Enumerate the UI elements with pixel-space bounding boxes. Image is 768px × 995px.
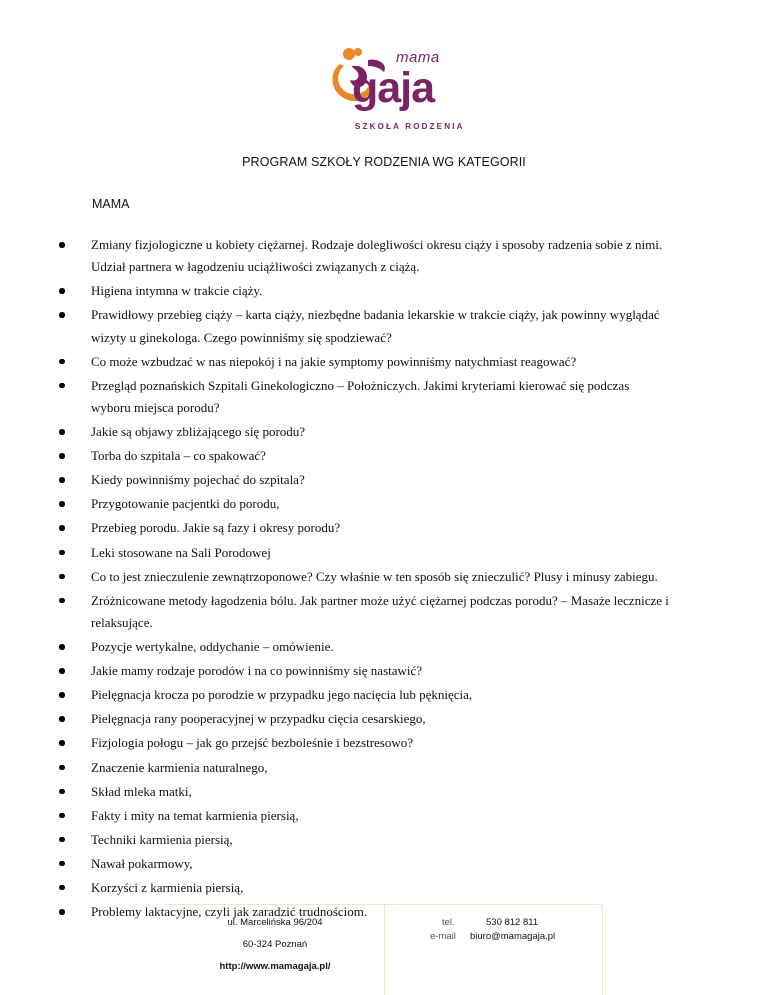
list-item [0,469,768,491]
footer-email-label: e-mail [430,931,456,942]
list-item-text: Zmiany fizjologiczne u kobiety ciężarnej. Rodzaje dolegliwości okresu ciąży i sposoby radzenia sobie z nimi. Udział partnera w łagodzeniu uciążliwości związanych z ciążą. [91,237,663,275]
list-item [0,829,768,851]
bullet-icon [59,383,65,389]
footer-email-link[interactable]: biuro@mamagaja.pl [470,931,556,942]
bullet-icon [59,837,65,843]
bullet-icon [59,668,65,674]
bullet-icon [59,789,65,795]
list-item-text: Problemy laktacyjne, czyli jak zaradzić trudnościom. [91,904,368,920]
list-item [0,590,768,634]
list-item-text: Nawał pokarmowy, [91,855,193,871]
list-item [0,853,768,875]
list-item [0,421,768,443]
footer-tel-label: tel. [442,917,455,928]
footer-street: ul. Marcelińska 96/204 [227,917,323,928]
bullet-icon [59,909,65,915]
logo [318,42,465,134]
list-item [0,708,768,730]
bullet-icon [59,477,65,483]
list-item-text: Przebieg porodu. Jakie są fazy i okresy porodu? [91,520,341,536]
list-item [0,375,768,419]
page-title: PROGRAM SZKOŁY RODZENIA WG KATEGORII [242,155,526,169]
list-item-text: Przygotowanie pacjentki do porodu, [91,496,280,512]
list-item [0,636,768,658]
list-item [0,757,768,779]
bullet-icon [59,861,65,867]
category-heading: MAMA [92,197,130,211]
footer-contact [385,905,603,995]
list-item-text: Jakie mamy rodzaje porodów i na co powinniśmy się nastawić? [91,663,423,679]
list-item [0,445,768,467]
list-item-text: Techniki karmienia piersią, [91,831,233,847]
list-item [0,234,768,278]
list-item [0,493,768,515]
list-item [0,805,768,827]
list-item-text: Fakty i mity na temat karmienia piersią, [91,807,299,823]
list-item-text: Zróżnicowane metody łagodzenia bólu. Jak partner może użyć ciężarnej podczas porodu? – Masaże lecznicze i relaksujące. [91,592,669,630]
bullet-icon [59,716,65,722]
list-item-text: Fizjologia połogu – jak go przejść bezboleśnie i bezstresowo? [91,735,414,751]
list-item-text: Torba do szpitala – co spakować? [91,448,266,464]
bullet-icon [59,429,65,435]
logo-brand: gaja [352,64,435,112]
bullet-icon [59,740,65,746]
list-item [0,351,768,373]
logo-subtitle: SZKOŁA RODZENIA [355,122,465,131]
list-item-text: Leki stosowane na Sali Porodowej [91,544,271,560]
list-item-text: Kiedy powinniśmy pojechać do szpitala? [91,472,305,488]
bullet-icon [59,525,65,531]
footer [166,904,602,995]
list-item-text: Co to jest znieczulenie zewnątrzoponowe? Czy właśnie w ten sposób się znieczulić? Plusy i minusy zabiegu. [91,568,658,584]
footer-tel: 530 812 811 [486,917,539,928]
bullet-icon [59,813,65,819]
program-list [0,234,768,925]
list-item-text: Przegląd poznańskich Szpitali Ginekologiczno – Położniczych. Jakimi kryteriami kierować się podczas wyboru miejsca porodu? [91,377,630,415]
list-item [0,660,768,682]
list-item-text: Jakie są objawy zbliżającego się porodu? [91,424,306,440]
list-item-text: Korzyści z karmienia piersią, [91,879,244,895]
list-item [0,517,768,539]
list-item-text: Pielęgnacja krocza po porodzie w przypadku jego nacięcia lub pęknięcia, [91,687,473,703]
list-item [0,732,768,754]
bullet-icon [59,765,65,771]
list-item-text: Pozycje wertykalne, oddychanie – omówienie. [91,639,334,655]
list-item [0,280,768,302]
list-item [0,781,768,803]
list-item-text: Skład mleka matki, [91,783,192,799]
bullet-icon [59,692,65,698]
list-item [0,542,768,564]
logo-small-text: mama [396,49,440,66]
list-item-text: Co może wzbudzać w nas niepokój i na jakie symptomy powinniśmy natychmiast reagować? [91,353,577,369]
list-item-text: Pielęgnacja rany pooperacyjnej w przypadku cięcia cesarskiego, [91,711,426,727]
bullet-icon [59,501,65,507]
footer-website-link[interactable]: http://www.mamagaja.pl/ [219,961,331,972]
bullet-icon [59,359,65,365]
bullet-icon [59,242,65,248]
bullet-icon [59,574,65,580]
bullet-icon [59,453,65,459]
list-item [0,684,768,706]
list-item-text: Prawidłowy przebieg ciąży – karta ciąży, niezbędne badania lekarskie w trakcie ciąży, jak powinny wyglądać wizyty u ginekologa. Czego powinniśmy się spodziewać? [91,307,660,345]
bullet-icon [59,885,65,891]
bullet-icon [59,550,65,556]
bullet-icon [59,598,65,604]
footer-postal: 60-324 Poznań [242,939,308,950]
list-item-text: Znaczenie karmienia naturalnego, [91,759,268,775]
bullet-icon [59,288,65,294]
list-item [0,304,768,348]
bullet-icon [59,312,65,318]
bullet-icon [59,644,65,650]
footer-address [166,905,385,995]
list-item [0,877,768,899]
list-item [0,566,768,588]
list-item-text: Higiena intymna w trakcie ciąży. [91,283,263,299]
